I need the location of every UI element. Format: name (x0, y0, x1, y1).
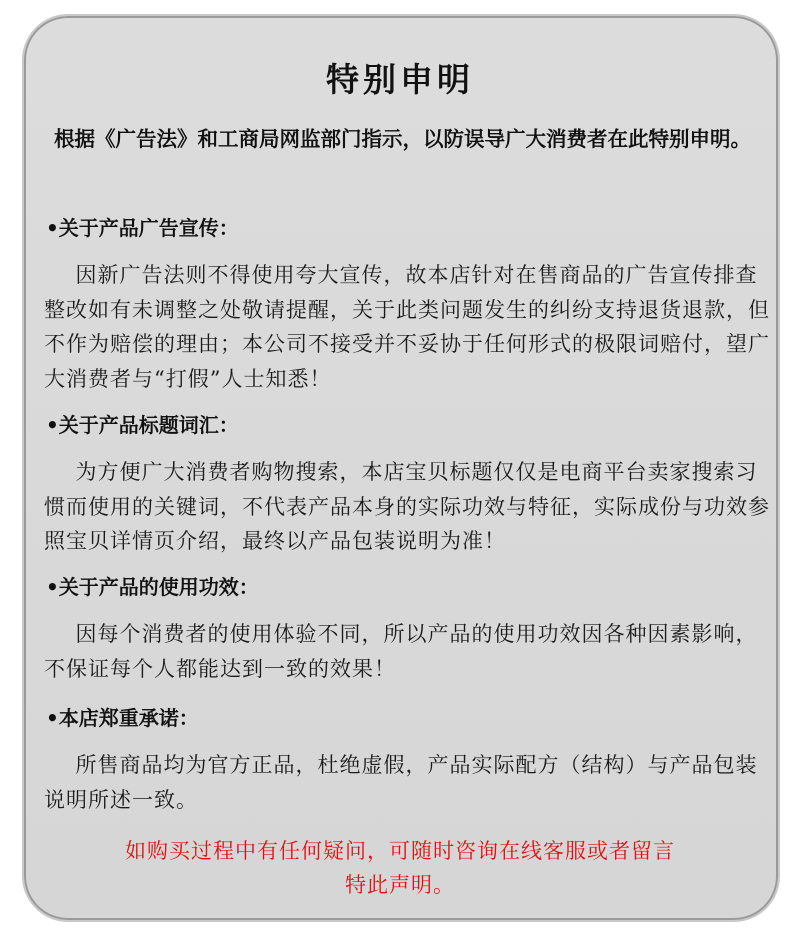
contact-notice (0, 834, 800, 902)
page-title: 特别申明 (326, 60, 474, 99)
section-heading-title-words: •关于产品标题词汇： (46, 413, 239, 437)
section-body-advertising: 因新广告法则不得使用夸大宣传，故本店针对在售商品的广告宣传排查整改如有未调整之处敬请提醒，关于此类问题发生的纠纷支持退货退款，但不作为赔偿的理由；本公司不接受并不妥协于任何形式的极限词赔付，望广大消费者与“打假”人士知悉！ (44, 263, 770, 391)
section-body-efficacy: 因每个消费者的使用体验不同，所以产品的使用功效因各种因素影响，不保证每个人都能达到一致的效果！ (44, 622, 758, 681)
intro-text: 根据《广告法》和工商局网监部门指示，以防误导广大消费者在此特别申明。 (54, 127, 751, 151)
section-heading-advertising: •关于产品广告宣传： (46, 216, 239, 240)
section-body-promise: 所售商品均为官方正品，杜绝虚假，产品实际配方（结构）与产品包装说明所述一致。 (44, 753, 758, 812)
contact-notice-line1: 如购买过程中有任何疑问，可随时咨询在线客服或者留言 (125, 839, 675, 863)
section-heading-promise: •本店郑重承诺： (46, 706, 199, 730)
section-body-title-words: 为方便广大消费者购物搜索，本店宝贝标题仅仅是电商平台卖家搜索习惯而使用的关键词，不代表产品本身的实际功效与特征，实际成份与功效参照宝贝详情页介绍，最终以产品包装说明为准！ (44, 460, 770, 553)
contact-notice-line2: 特此声明。 (345, 873, 455, 897)
section-heading-efficacy: •关于产品的使用功效： (46, 575, 259, 599)
